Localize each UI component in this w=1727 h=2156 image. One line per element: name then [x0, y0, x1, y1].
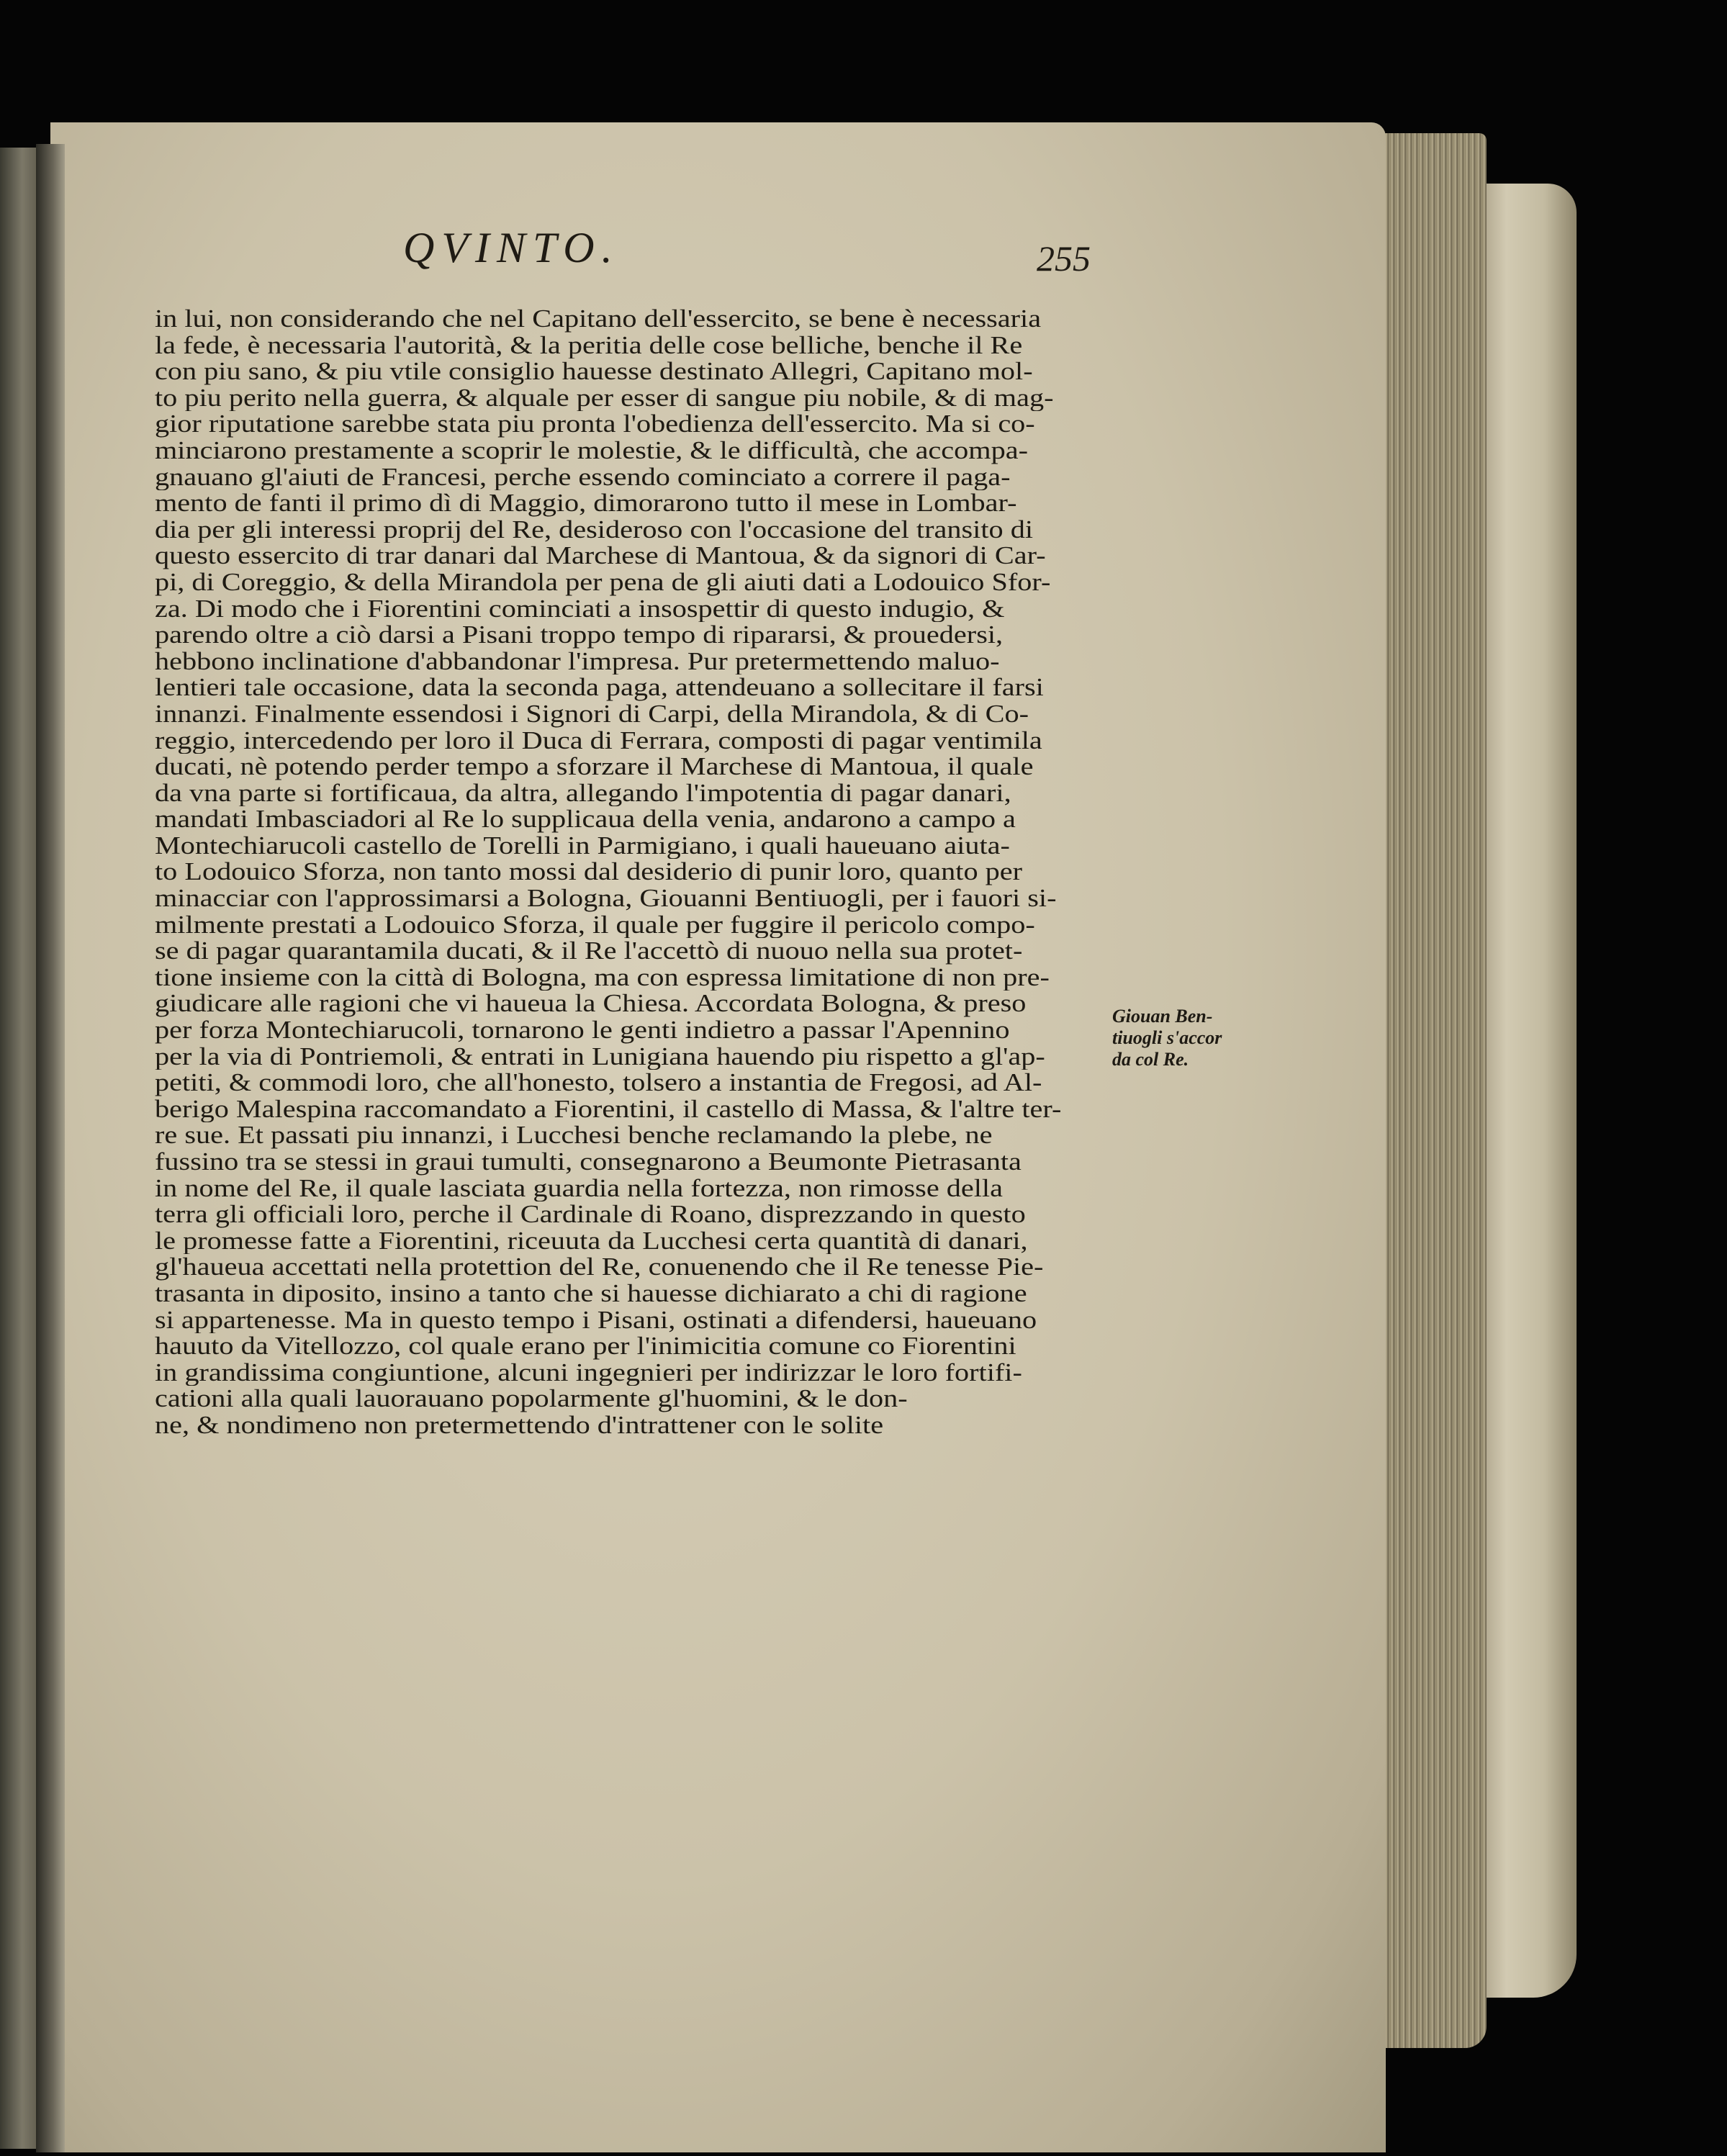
text-line: parendo oltre a ciò darsi a Pisani troppo tempo di ripararsi, & prouedersi,	[155, 622, 1004, 649]
text-line: con piu sano, & piu vtile consiglio hauesse destinato Allegri, Capitano mol-	[155, 358, 1033, 385]
text-line: terra gli officiali loro, perche il Cardinale di Roano, disprezzando in questo	[155, 1201, 1026, 1228]
text-line: per la via di Pontriemoli, & entrati in Lunigiana hauendo piu rispetto a gl'ap-	[155, 1043, 1045, 1070]
text-line: gnauano gl'aiuti de Francesi, perche essendo cominciato a correre il paga-	[155, 464, 1011, 491]
text-line: berigo Malespina raccomandato a Fiorentini, il castello di Massa, & l'altre ter-	[155, 1096, 1062, 1123]
text-line: innanzi. Finalmente essendosi i Signori di Carpi, della Mirandola, & di Co-	[155, 700, 1029, 728]
text-line: per forza Montechiarucoli, tornarono le genti indietro a passar l'Apennino	[155, 1017, 1010, 1044]
text-line: la fede, è necessaria l'autorità, & la peritia delle cose belliche, benche il Re	[155, 332, 1023, 359]
text-line: reggio, intercedendo per loro il Duca di Ferrara, composti di pagar ventimila	[155, 727, 1042, 754]
body-text	[155, 306, 1119, 1439]
text-line: milmente prestati a Lodouico Sforza, il quale per fuggire il pericolo compo-	[155, 911, 1035, 939]
page-stack-fore-edge	[1379, 133, 1487, 2048]
text-line: mandati Imbasciadori al Re lo supplicaua della venia, andarono a campo a	[155, 806, 1016, 833]
text-line: minciarono prestamente a scoprir le molestie, & le difficultà, che accompa-	[155, 437, 1028, 464]
text-line: se di pagar quarantamila ducati, & il Re l'accettò di nuouo nella sua protet-	[155, 938, 1023, 965]
text-line: in nome del Re, il quale lasciata guardia nella fortezza, non rimosse della	[155, 1175, 1003, 1202]
text-line: da vna parte si fortificaua, da altra, allegando l'impotentia di pagar danari,	[155, 780, 1011, 807]
text-line: mento de fanti il primo dì di Maggio, dimorarono tutto il mese in Lombar-	[155, 490, 1017, 517]
text-line: trasanta in diposito, insino a tanto che si hauesse dichiarato a chi di ragione	[155, 1280, 1027, 1307]
text-line: in grandissima congiuntione, alcuni ingegnieri per indirizzar le loro fortifi-	[155, 1359, 1022, 1386]
text-line: to piu perito nella guerra, & alquale per esser di sangue piu nobile, & di mag-	[155, 384, 1054, 412]
text-line: hauuto da Vitellozzo, col quale erano per l'inimicitia comune co Fiorentini	[155, 1333, 1016, 1360]
text-line: ducati, nè potendo perder tempo a sforzare il Marchese di Mantoua, il quale	[155, 754, 1034, 780]
binding-gutter	[36, 144, 65, 2152]
marginal-note-line: da col Re.	[1112, 1049, 1189, 1070]
text-line: gl'haueua accettati nella protettion del Re, conuenendo che il Re tenesse Pie-	[155, 1254, 1044, 1281]
text-line: giudicare alle ragioni che vi haueua la Chiesa. Accordata Bologna, & preso	[155, 991, 1027, 1018]
text-line: re sue. Et passati piu innanzi, i Lucchesi benche reclamando la plebe, ne	[155, 1122, 993, 1149]
running-head: QVINTO.	[403, 224, 620, 271]
text-line: minacciar con l'approssimarsi a Bologna, Giouanni Bentiuogli, per i fauori si-	[155, 885, 1057, 912]
text-line: hebbono inclinatione d'abbandonar l'impresa. Pur pretermettendo maluo-	[155, 648, 1000, 675]
marginal-note-line: tiuogli s'accor	[1112, 1027, 1222, 1048]
text-line: le promesse fatte a Fiorentini, riceuuta da Lucchesi certa quantità di danari,	[155, 1227, 1028, 1255]
text-line: in lui, non considerando che nel Capitano dell'essercito, se bene è necessaria	[155, 306, 1042, 333]
text-line: za. Di modo che i Fiorentini cominciati a insospettir di questo indugio, &	[155, 595, 1005, 623]
text-line: lentieri tale occasione, data la seconda paga, attendeuano a sollecitare il farsi	[155, 675, 1044, 701]
previous-page-edge	[0, 148, 40, 2149]
text-line: questo essercito di trar danari dal Marchese di Mantoua, & da signori di Car-	[155, 543, 1046, 569]
marginal-note-line: Giouan Ben-	[1112, 1006, 1213, 1027]
page-number: 255	[1037, 238, 1091, 279]
text-line: si appartenesse. Ma in questo tempo i Pisani, ostinati a difendersi, haueuano	[155, 1307, 1037, 1334]
text-line: ne, & nondimeno non pretermettendo d'intrattener con le solite	[155, 1412, 884, 1439]
text-line: petiti, & commodi loro, che all'honesto, tolsero a instantia de Fregosi, ad Al-	[155, 1070, 1042, 1096]
text-line: cationi alla quali lauorauano popolarmente gl'huomini, & le don-	[155, 1386, 908, 1412]
text-line: to Lodouico Sforza, non tanto mossi dal desiderio di punir loro, quanto per	[155, 859, 1023, 886]
text-line: fussino tra se stessi in graui tumulti, consegnarono a Beumonte Pietrasanta	[155, 1149, 1022, 1176]
text-line: Montechiarucoli castello de Torelli in Parmigiano, i quali haueuano aiuta-	[155, 832, 1010, 860]
text-line: tione insieme con la città di Bologna, ma con espressa limitatione di non pre-	[155, 964, 1050, 991]
text-line: dia per gli interessi proprij del Re, desideroso con l'occasione del transito di	[155, 516, 1034, 543]
text-line: gior riputatione sarebbe stata piu pronta l'obedienza dell'essercito. Ma si co-	[155, 411, 1035, 438]
text-line: pi, di Coreggio, & della Mirandola per pena de gli aiuti dati a Lodouico Sfor-	[155, 569, 1051, 596]
marginal-note	[1112, 1006, 1256, 1070]
